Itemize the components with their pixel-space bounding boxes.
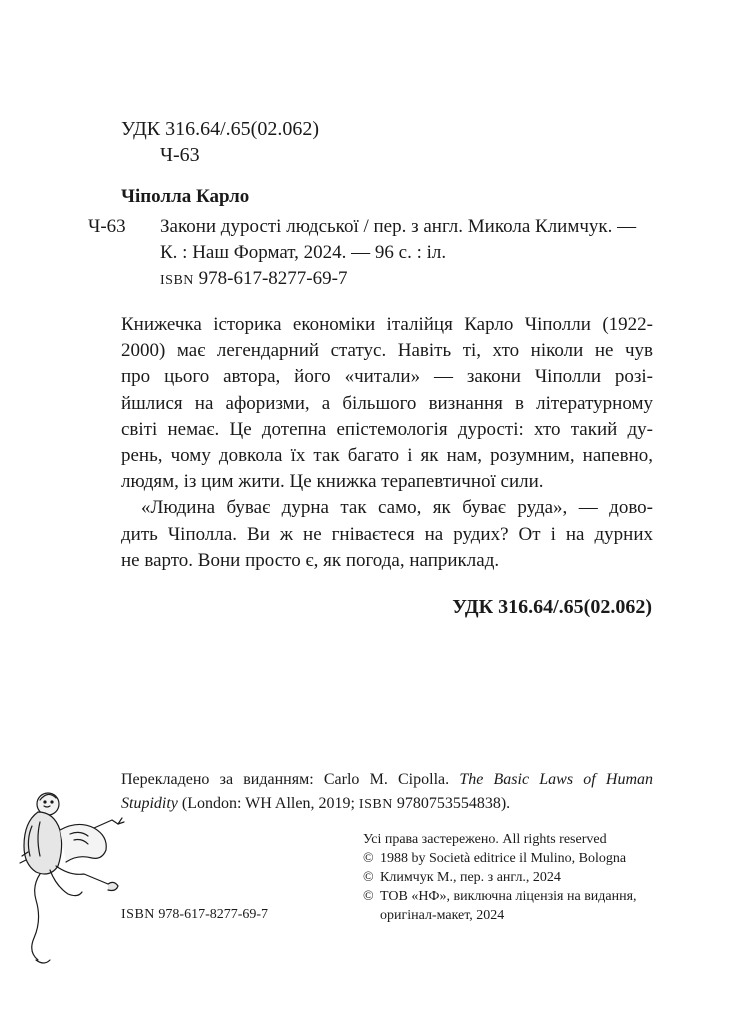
rights-block — [363, 830, 663, 925]
medieval-marginalia-figure-icon — [10, 782, 130, 972]
original-title-part: The Basic Laws of Human — [459, 771, 653, 788]
annotation-line: про цього автора, його «читали» — закони Чіполли розі- — [121, 366, 653, 388]
translated-prefix: Перекладено за виданням: Carlo M. Cipolla. — [121, 771, 460, 788]
annotation-line: Книжечка історика економіки італійця Карло Чіполли (1922- — [121, 314, 653, 335]
rights-reserved: Усі права застережено. All rights reserved — [363, 832, 607, 847]
copyright-symbol: © — [363, 870, 374, 885]
isbn-label: ISBN — [358, 797, 393, 812]
copyright-text: Климчук М., пер. з англ., 2024 — [380, 870, 561, 885]
original-isbn: 9780753554838). — [392, 795, 511, 812]
isbn-label: ISBN — [121, 907, 155, 922]
annotation-line: дить Чіполла. Ви ж не гніваєтеся на рудих? От і на дурних — [121, 523, 653, 545]
copyright-row — [363, 849, 663, 868]
translated-line — [121, 768, 653, 792]
translated-line — [121, 792, 653, 817]
copyright-text: ТОВ «НФ», виключна ліцензія на видання, — [380, 889, 637, 904]
translated-from-note — [121, 768, 653, 817]
annotation-line: йшлися на афоризми, а більшого визнання в літературному — [121, 392, 653, 414]
isbn-footer — [121, 907, 268, 923]
annotation-line: не варто. Вони просто є, як погода, наприклад. — [121, 549, 500, 571]
udk-code-footer: УДК 316.64/.65(02.062) — [452, 596, 652, 618]
annotation-paragraph — [121, 312, 653, 574]
annotation-line: «Людина буває дурна так само, як буває руда», — дово- — [141, 497, 653, 519]
author-mark-header: Ч-63 — [160, 144, 200, 166]
record-author-mark: Ч-63 — [88, 216, 126, 237]
copyright-continuation: оригінал-макет, 2024 — [380, 908, 505, 923]
copyright-text: 1988 by Società editrice il Mulino, Bologna — [380, 851, 627, 866]
original-title-part: Stupidity — [121, 795, 178, 812]
copyright-symbol: © — [363, 851, 374, 866]
record-imprint-line: К. : Наш Формат, 2024. — 96 с. : іл. — [160, 242, 447, 263]
translated-suffix: (London: WH Allen, 2019; — [177, 795, 359, 812]
udk-code-header: УДК 316.64/.65(02.062) — [121, 118, 319, 140]
record-title-line: Закони дурості людської / пер. з англ. Микола Климчук. — — [160, 216, 637, 237]
isbn-number: 978-617-8277-69-7 — [158, 907, 269, 922]
record-isbn — [160, 268, 347, 290]
annotation-line: людям, із цим жити. Це книжка терапевтичної сили. — [121, 471, 544, 493]
copyright-row — [363, 887, 663, 906]
annotation-line: світі немає. Це дотепна епістемологія дурості: хто такий ду- — [121, 418, 653, 440]
annotation-line: 2000) має легендарний статус. Навіть ті, хто ніколи не чув — [121, 340, 653, 362]
record-author: Чіполла Карло — [121, 186, 250, 207]
copyright-symbol: © — [363, 889, 374, 904]
isbn-number: 978-617-8277-69-7 — [198, 268, 348, 289]
isbn-label: ISBN — [160, 273, 194, 288]
annotation-line: рень, чому довкола їх так багато і як нам, розумним, напевно, — [121, 445, 653, 467]
copyright-row — [363, 868, 663, 887]
